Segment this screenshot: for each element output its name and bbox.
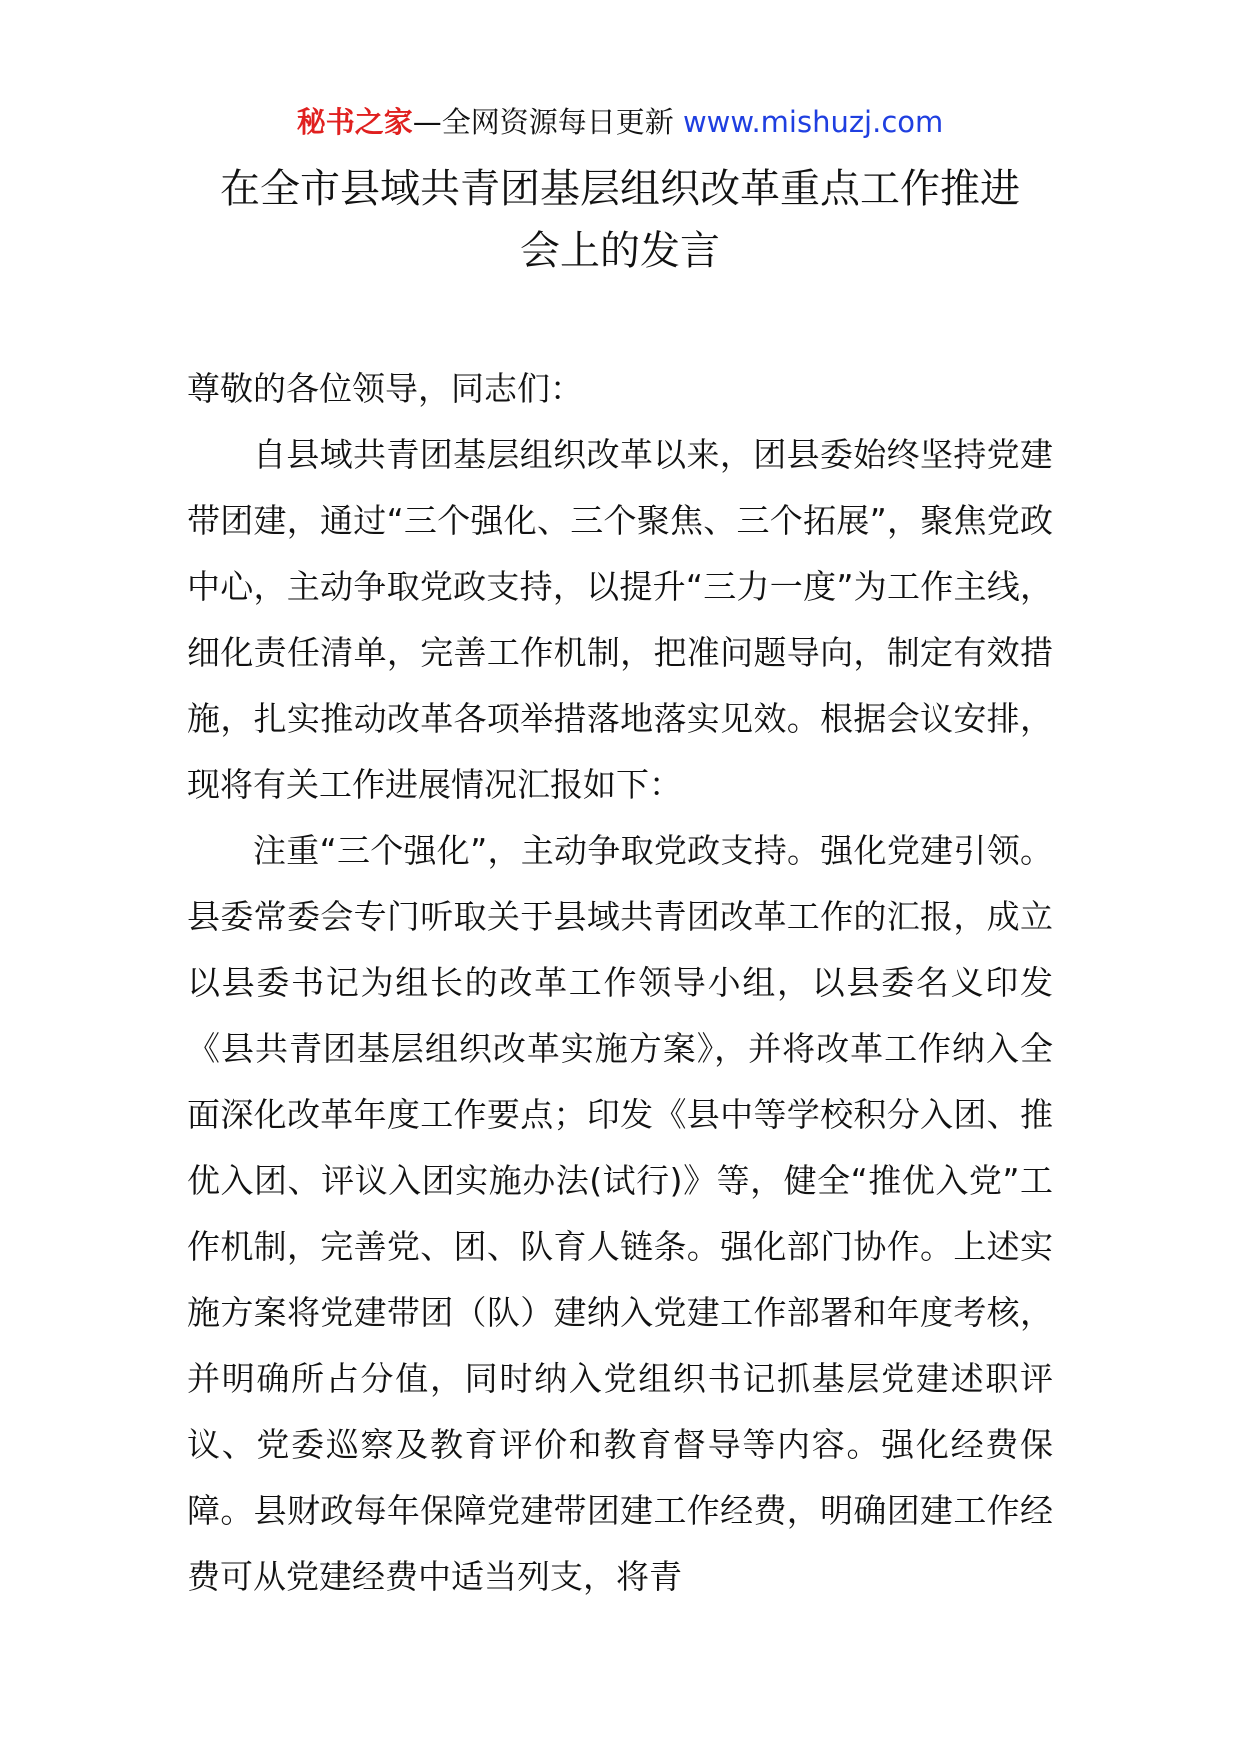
title-line-2: 会上的发言: [520, 228, 720, 274]
title-line-1: 在全市县域共青团基层组织改革重点工作推进: [220, 166, 1020, 212]
document-body: [187, 356, 1053, 1610]
salutation: 尊敬的各位领导，同志们：: [187, 369, 583, 408]
brand-name: 秘书之家: [296, 105, 413, 139]
site-url-link[interactable]: www.mishuzj.com: [682, 105, 944, 139]
site-header: [0, 100, 1240, 144]
document-title: [180, 158, 1060, 282]
paragraph-intro: 自县域共青团基层组织改革以来，团县委始终坚持党建带团建，通过“三个强化、三个聚焦、三个拓展”，聚焦党政中心，主动争取党政支持，以提升“三力一度”为工作主线，细化责任清单，完善工作机制，把准问题导向，制定有效措施，扎实推动改革各项举措落地落实见效。根据会议安排，现将有关工作进展情况汇报如下：: [187, 435, 1053, 804]
paragraph-three-strengthen: 注重“三个强化”，主动争取党政支持。强化党建引领。县委常委会专门听取关于县域共青团改革工作的汇报，成立以县委书记为组长的改革工作领导小组，以县委名义印发《县共青团基层组织改革实施方案》，并将改革工作纳入全面深化改革年度工作要点；印发《县中等学校积分入团、推优入团、评议入团实施办法(试行)》等，健全“推优入党”工作机制，完善党、团、队育人链条。强化部门协作。上述实施方案将党建带团（队）建纳入党建工作部署和年度考核，并明确所占分值，同时纳入党组织书记抓基层党建述职评议、党委巡察及教育评价和教育督导等内容。强化经费保障。县财政每年保障党建带团建工作经费，明确团建工作经费可从党建经费中适当列支，将青: [187, 831, 1053, 1596]
header-tagline: —全网资源每日更新: [412, 105, 683, 139]
